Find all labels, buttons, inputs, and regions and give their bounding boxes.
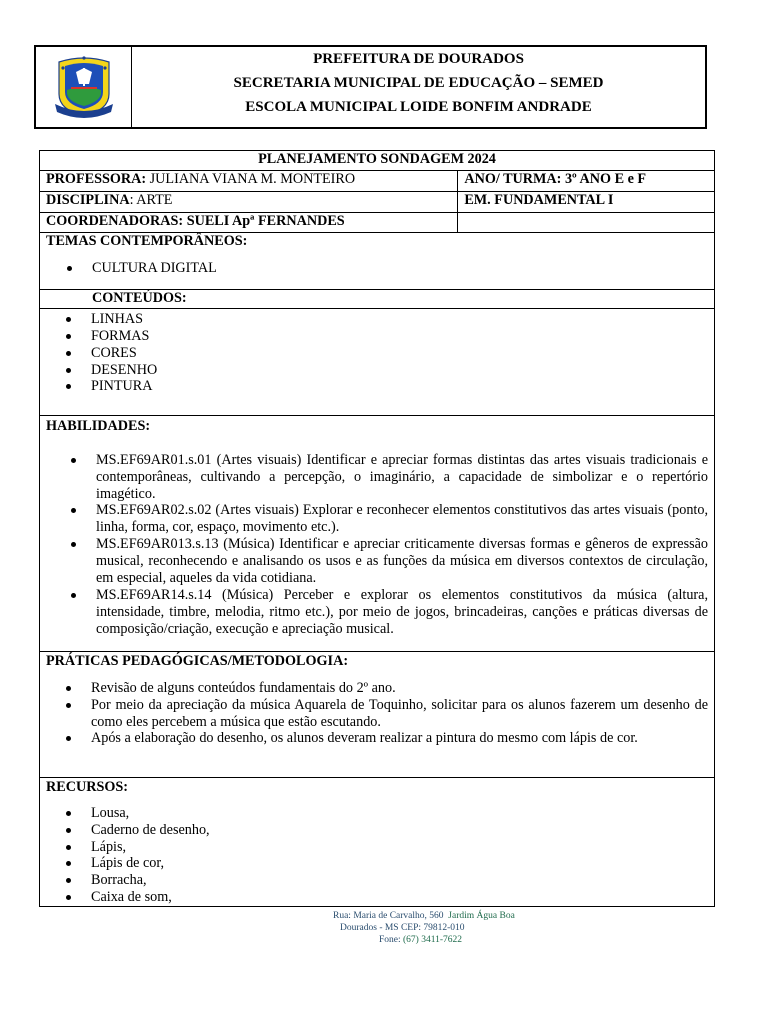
- list-item: Após a elaboração do desenho, os alunos deveram realizar a pintura do mesmo com lápis de cor.: [91, 730, 708, 747]
- professora-cell: [40, 171, 458, 192]
- list-item: Borracha,: [91, 872, 708, 889]
- list-item: MS.EF69AR14.s.14 (Música) Perceber e explorar os elementos constitutivos da música (altura, intensidade, timbre, melodia, ritmo etc.), por meio de jogos, brincadeiras, canções e práticas diversas de composição/criação, execução e apreciação musical.: [96, 587, 708, 638]
- habilidades-list: [46, 452, 708, 638]
- planning-table: [39, 150, 715, 907]
- footer-street-line: [333, 910, 515, 922]
- list-item: PINTURA: [91, 378, 708, 395]
- habilidades-label: HABILIDADES:: [46, 417, 151, 434]
- prefeitura-title: PREFEITURA DE DOURADOS: [313, 51, 524, 67]
- footer-phone-line: [379, 934, 462, 946]
- bullet-icon: [66, 736, 71, 741]
- bullet-icon: [66, 811, 71, 816]
- ano-turma-cell: ANO/ TURMA: 3º ANO E e F: [458, 171, 715, 192]
- bullet-icon: [66, 686, 71, 691]
- disciplina-label: DISCIPLINA: [46, 192, 130, 208]
- disciplina-cell: [40, 192, 458, 213]
- secretaria-title: SECRETARIA MUNICIPAL DE EDUCAÇÃO – SEMED: [233, 75, 604, 91]
- escola-title: ESCOLA MUNICIPAL LOIDE BONFIM ANDRADE: [245, 99, 592, 115]
- list-item: LINHAS: [91, 311, 708, 328]
- logo-cell: [36, 47, 132, 127]
- city-coat-of-arms-logo: [49, 54, 119, 120]
- list-item: MS.EF69AR013.s.13 (Música) Identificar e apreciar criticamente diversas formas e gêneros de expressão musical, reconhecendo e analisando os usos e as funções da música em diversos contextos de circulação, em especial, aqueles da vida cotidiana.: [96, 536, 708, 587]
- list-item: MS.EF69AR01.s.01 (Artes visuais) Identificar e apreciar formas distintas das artes visuais tradicionais e contemporâneas, cultivando a percepção, o imaginário, a capacidade de simbolizar e o repertório imagético.: [96, 452, 708, 503]
- bullet-icon: [66, 861, 71, 866]
- praticas-section: [40, 651, 715, 777]
- empty-cell: [458, 213, 715, 233]
- temas-list: [46, 260, 708, 277]
- temas-section: [40, 233, 715, 290]
- bullet-icon: [71, 458, 76, 463]
- footer-street: Rua: Maria de Carvalho, 560: [333, 911, 444, 921]
- bullet-icon: [66, 828, 71, 833]
- footer-phone-label: Fone:: [379, 935, 401, 945]
- conteudos-section: [40, 308, 715, 415]
- coordenadoras-cell: COORDENADORAS: SUELI Apª FERNANDES: [40, 213, 458, 233]
- etapa-cell: EM. FUNDAMENTAL I: [458, 192, 715, 213]
- list-item: CULTURA DIGITAL: [92, 260, 708, 277]
- habilidades-section: [40, 415, 715, 651]
- letterhead: [34, 45, 707, 129]
- list-item: Lápis de cor,: [91, 855, 708, 872]
- professora-label: PROFESSORA:: [46, 171, 147, 187]
- bullet-icon: [66, 703, 71, 708]
- letterhead-text: [132, 47, 705, 127]
- list-item: Lápis,: [91, 839, 708, 856]
- bullet-icon: [66, 317, 71, 322]
- bullet-icon: [71, 593, 76, 598]
- bullet-icon: [66, 895, 71, 900]
- list-item: Caderno de desenho,: [91, 822, 708, 839]
- praticas-list: [46, 680, 708, 748]
- list-item: Por meio da apreciação da música Aquarela de Toquinho, solicitar para os alunos fazerem um desenho de como eles percebem a música que estão escutando.: [91, 697, 708, 731]
- list-item: Revisão de alguns conteúdos fundamentais do 2º ano.: [91, 680, 708, 697]
- temas-label: TEMAS CONTEMPORÂNEOS:: [46, 233, 248, 249]
- recursos-label: RECURSOS:: [46, 778, 128, 795]
- list-item: MS.EF69AR02.s.02 (Artes visuais) Explorar e reconhecer elementos constitutivos das artes visuais (ponto, linha, forma, cor, espaço, movimento etc.).: [96, 502, 708, 536]
- bullet-icon: [71, 508, 76, 513]
- praticas-label: PRÁTICAS PEDAGÓGICAS/METODOLOGIA:: [46, 652, 349, 669]
- bullet-icon: [66, 384, 71, 389]
- conteudos-list: [46, 311, 708, 396]
- planning-title: PLANEJAMENTO SONDAGEM 2024: [40, 151, 715, 171]
- conteudos-label: CONTEÚDOS:: [40, 289, 715, 308]
- disciplina-value: : ARTE: [129, 192, 173, 208]
- list-item: FORMAS: [91, 328, 708, 345]
- list-item: CORES: [91, 345, 708, 362]
- bullet-icon: [66, 845, 71, 850]
- footer-phone: (67) 3411-7622: [403, 935, 463, 945]
- footer-district: Jardim Água Boa: [448, 911, 515, 921]
- bullet-icon: [66, 351, 71, 356]
- list-item: Lousa,: [91, 805, 708, 822]
- bullet-icon: [66, 368, 71, 373]
- list-item: DESENHO: [91, 362, 708, 379]
- bullet-icon: [67, 266, 72, 271]
- professora-value: JULIANA VIANA M. MONTEIRO: [146, 171, 356, 187]
- bullet-icon: [66, 334, 71, 339]
- bullet-icon: [66, 878, 71, 883]
- recursos-list: [46, 805, 708, 906]
- footer-city: Dourados - MS CEP: 79812-010: [340, 923, 465, 933]
- bullet-icon: [71, 542, 76, 547]
- recursos-section: [40, 777, 715, 906]
- list-item: Caixa de som,: [91, 889, 708, 906]
